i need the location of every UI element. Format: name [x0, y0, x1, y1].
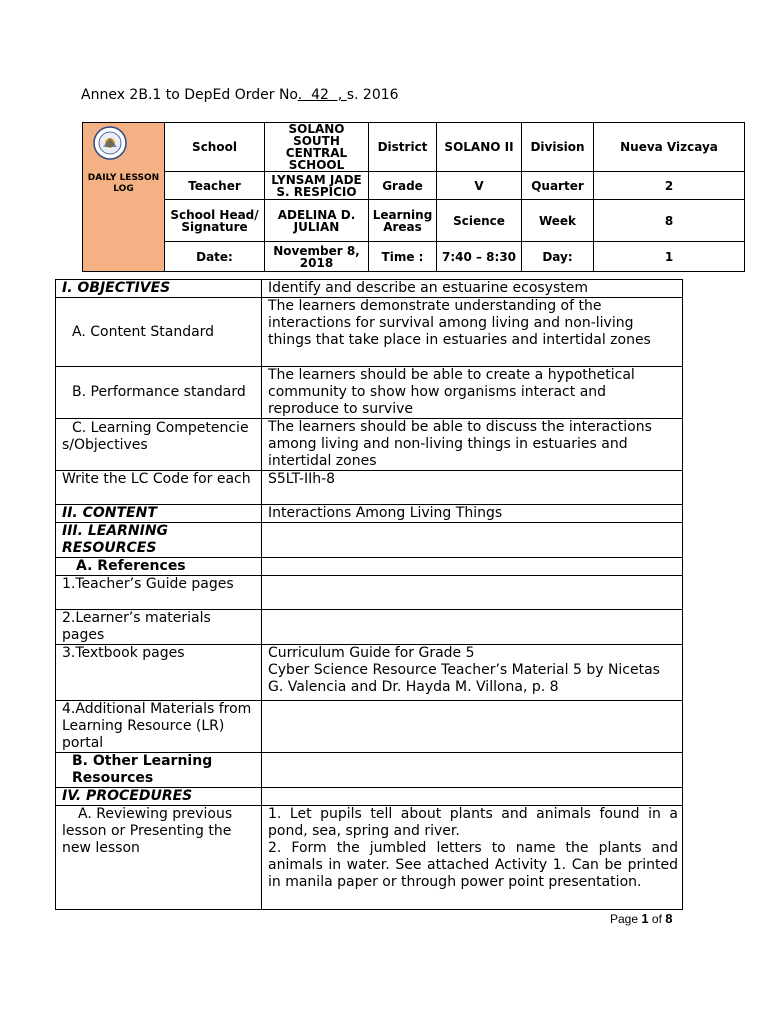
- empty-cell: [262, 523, 683, 558]
- textbook-label: 3.Textbook pages: [56, 645, 262, 701]
- quarter-label: Quarter: [522, 172, 594, 200]
- content-value: Interactions Among Living Things: [262, 505, 683, 523]
- district-value: SOLANO II: [437, 123, 522, 172]
- lesson-plan-table: [55, 279, 683, 910]
- learners-materials-label: 2.Learner’s materials pages: [56, 610, 262, 645]
- textbook-line-1: Curriculum Guide for Grade 5: [268, 645, 475, 661]
- textbook-value: [262, 645, 683, 701]
- page-word: Page: [610, 912, 642, 926]
- grade-value: V: [437, 172, 522, 200]
- quarter-value: 2: [594, 172, 745, 200]
- logo-cell: [83, 123, 165, 272]
- empty-cell: [262, 558, 683, 576]
- performance-standard-label: B. Performance standard: [56, 367, 262, 419]
- learning-areas-value: Science: [437, 200, 522, 242]
- lc-code-value: S5LT-IIh-8: [262, 471, 683, 505]
- order-number: . 42 ,: [297, 87, 347, 103]
- learning-resources-heading: III. LEARNING RESOURCES: [56, 523, 262, 558]
- page-footer: [610, 911, 673, 926]
- performance-standard-value: The learners should be able to create a hypothetical community to show how organisms interact and reproduce to survive: [262, 367, 683, 419]
- date-value: November 8, 2018: [265, 242, 369, 272]
- annex-prefix: Annex 2B.1 to DepEd Order No: [81, 87, 298, 103]
- reviewing-item-2: 2. Form the jumbled letters to name the plants and animals in water. See attached Activity 1. Can be printed in manila paper or through power point presentation.: [268, 840, 678, 890]
- day-value: 1: [594, 242, 745, 272]
- additional-materials-label: 4.Additional Materials from Learning Resource (LR) portal: [56, 701, 262, 753]
- objectives-heading: I. OBJECTIVES: [56, 280, 262, 298]
- teachers-guide-label: 1.Teacher’s Guide pages: [56, 576, 262, 610]
- school-value: SOLANO SOUTH CENTRAL SCHOOL: [265, 123, 369, 172]
- learning-areas-label: Learning Areas: [369, 200, 437, 242]
- division-label: Division: [522, 123, 594, 172]
- learning-competencies-value: The learners should be able to discuss the interactions among living and non-living things in estuaries and intertidal zones: [262, 419, 683, 471]
- reviewing-item-1: 1. Let pupils tell about plants and animals found in a pond, sea, spring and river.: [268, 806, 678, 839]
- empty-cell: [262, 701, 683, 753]
- week-label: Week: [522, 200, 594, 242]
- objectives-value: Identify and describe an estuarine ecosystem: [262, 280, 683, 298]
- current-page: 1: [641, 911, 649, 926]
- other-resources-label: B. Other Learning Resources: [56, 753, 262, 788]
- content-standard-label: A. Content Standard: [56, 298, 262, 367]
- district-label: District: [369, 123, 437, 172]
- teacher-value: LYNSAM JADE S. RESPICIO: [265, 172, 369, 200]
- division-value: Nueva Vizcaya: [594, 123, 745, 172]
- lc-code-label: Write the LC Code for each: [56, 471, 262, 505]
- content-heading: II. CONTENT: [56, 505, 262, 523]
- empty-cell: [262, 610, 683, 645]
- grade-label: Grade: [369, 172, 437, 200]
- school-head-value: ADELINA D. JULIAN: [265, 200, 369, 242]
- learning-competencies-label: C. Learning Competencies/Objectives: [56, 419, 262, 471]
- school-label: School: [165, 123, 265, 172]
- textbook-line-2: Cyber Science Resource Teacher’s Material 5 by Nicetas G. Valencia and Dr. Hayda M. Villona, p. 8: [268, 662, 660, 695]
- total-pages: 8: [665, 911, 673, 926]
- header-table: [82, 122, 745, 272]
- empty-cell: [262, 576, 683, 610]
- empty-cell: [262, 788, 683, 806]
- time-label: Time :: [369, 242, 437, 272]
- school-head-label: School Head/ Signature: [165, 200, 265, 242]
- daily-lesson-log-label: DAILY LESSON LOG: [87, 173, 160, 194]
- date-label: Date:: [165, 242, 265, 272]
- week-value: 8: [594, 200, 745, 242]
- empty-cell: [262, 753, 683, 788]
- of-word: of: [648, 912, 666, 926]
- annex-heading: [81, 87, 399, 103]
- references-label: A. References: [56, 558, 262, 576]
- day-label: Day:: [522, 242, 594, 272]
- deped-seal-icon: [93, 126, 127, 160]
- reviewing-lesson-value: [262, 806, 683, 910]
- annex-year: s. 2016: [346, 87, 399, 103]
- reviewing-lesson-label: A. Reviewing previous lesson or Presenting the new lesson: [56, 806, 262, 910]
- content-standard-value: The learners demonstrate understanding of the interactions for survival among living and non-living things that take place in estuaries and intertidal zones: [262, 298, 683, 367]
- teacher-label: Teacher: [165, 172, 265, 200]
- procedures-heading: IV. PROCEDURES: [56, 788, 262, 806]
- time-value: 7:40 – 8:30: [437, 242, 522, 272]
